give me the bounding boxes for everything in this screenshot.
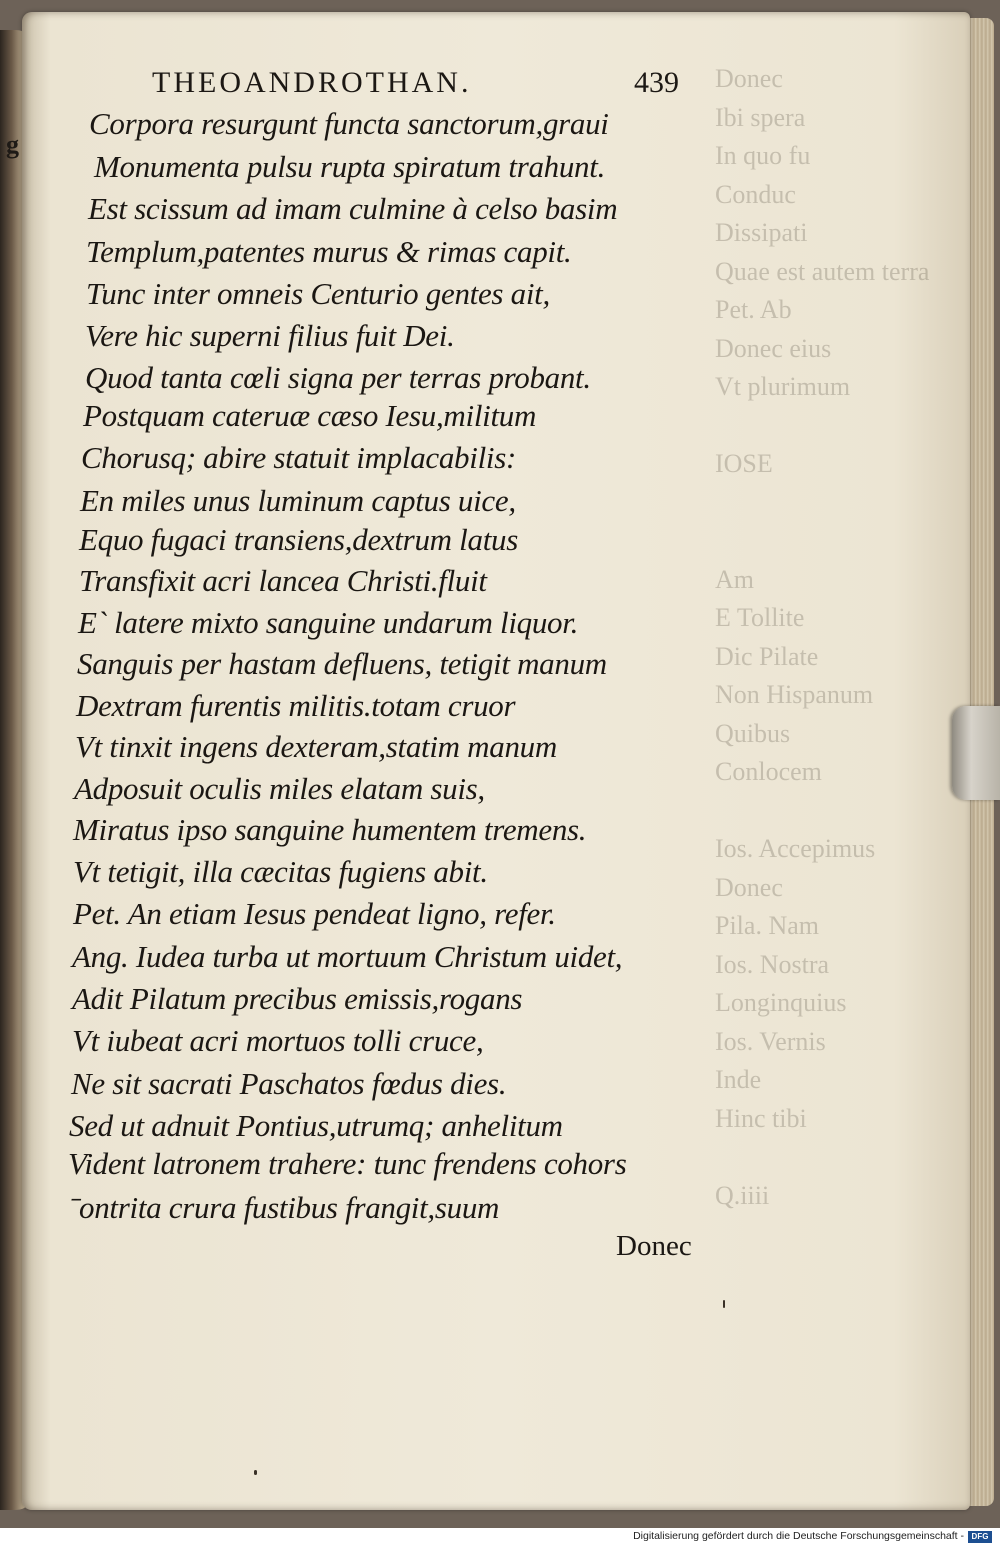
verse-line: Vt tinxit ingens dexteram,statim manum [75,729,557,764]
funding-credit: Digitalisierung gefördert durch die Deutsche Forschungsgemeinschaft - [633,1530,964,1542]
bleed-line: Vt plurimum [715,372,851,401]
bleed-line [715,484,965,523]
verse-line: Vt iubeat acri mortuos tolli cruce, [72,1023,484,1058]
bleed-line [715,522,965,561]
bleed-line: Ios. Nostra [715,949,830,979]
verse-line: Adposuit oculis miles elatam suis, [74,771,485,806]
verse-line: Dextram furentis militis.totam cruor [76,688,516,723]
catchword: Donec [616,1230,692,1262]
verse-line: E` latere mixto sanguine undarum liquor. [78,605,579,640]
verse-line: Templum,patentes murus & rimas capit. [86,234,572,269]
verse-line: Est scissum ad imam culmine à celso basim [88,191,618,226]
bleed-through-text [715,60,965,1260]
verse-line: Transfixit acri lancea Christi.fluit [79,563,487,598]
bleed-line: Longinquius [715,988,847,1017]
verse-line: Vident latronem trahere: tunc frendens cohors [68,1146,627,1181]
bleed-line: Dic Pilate [715,641,819,671]
verse-line: Corpora resurgunt functa sanctorum,graui [89,106,609,141]
verse-line: ˉontrita crura fustibus frangit,suum [69,1190,500,1225]
bleed-line: Q.iiii [715,1180,770,1210]
verse-line: En miles unus luminum captus uice, [80,483,516,518]
bleed-line: Donec [715,64,783,93]
bleed-line: Ios. Accepimus [715,834,876,863]
bleed-line: E Tollite [715,603,805,632]
running-head: THEOANDROTHAN. [152,66,472,99]
bleed-line [715,792,965,831]
verse-line: Postquam cateruæ cæso Iesu,militum [83,398,537,433]
verse-line: Sed ut adnuit Pontius,utrumq; anhelitum [69,1108,563,1143]
margin-mark: g [6,130,19,159]
bleed-line: Ibi spera [715,102,806,132]
verse-line: Adit Pilatum precibus emissis,rogans [72,981,523,1016]
bleed-line: Quae est autem terra [715,256,930,286]
verse-line: Tunc inter omneis Centurio gentes ait, [86,276,550,311]
verse-line: Pet. An etiam Iesus pendeat ligno, refer. [73,896,556,931]
verse-line: Equo fugaci transiens,dextrum latus [79,522,518,557]
bleed-line [715,407,965,446]
bleed-line: Non Hispanum [715,680,874,709]
bleed-line: Pet. Ab [715,295,792,324]
bleed-line: Inde [715,1065,762,1094]
page-number: 439 [634,66,679,99]
verse-line: Chorusq; abire statuit implacabilis: [81,440,516,475]
bleed-line: Donec eius [715,333,832,363]
verse-line: Quod tanta cœli signa per terras probant. [85,360,591,395]
verse-line: Ne sit sacrati Paschatos fœdus dies. [71,1066,507,1101]
bleed-line: Am [715,564,754,594]
bleed-line: IOSE [715,449,773,478]
verse-line: Sanguis per hastam defluens, tetigit manum [77,646,607,681]
verse-line: Vere hic superni filius fuit Dei. [85,318,455,353]
book-clamp-tab [952,706,1000,800]
bleed-line: Pila. Nam [715,911,819,940]
verse-line: Miratus ipso sanguine humentem tremens. [73,812,587,847]
bleed-line: Ios. Vernis [715,1026,826,1056]
verse-line: Monumenta pulsu rupta spiratum trahunt. [94,149,606,184]
verse-line: Ang. Iudea turba ut mortuum Christum uidet, [72,939,623,974]
bleed-line: Quibus [715,718,791,748]
dfg-logo: DFG [968,1531,992,1543]
ink-speck [254,1470,257,1475]
bleed-line: In quo fu [715,141,811,170]
ink-speck [723,1300,725,1308]
bleed-line: Conlocem [715,757,822,786]
bleed-line: Conduc [715,179,796,209]
bleed-line [715,1138,965,1177]
bleed-line: Dissipati [715,218,808,247]
bleed-line: Hinc tibi [715,1103,807,1133]
bleed-line: Donec [715,872,783,902]
verse-line: Vt tetigit, illa cæcitas fugiens abit. [73,854,488,889]
